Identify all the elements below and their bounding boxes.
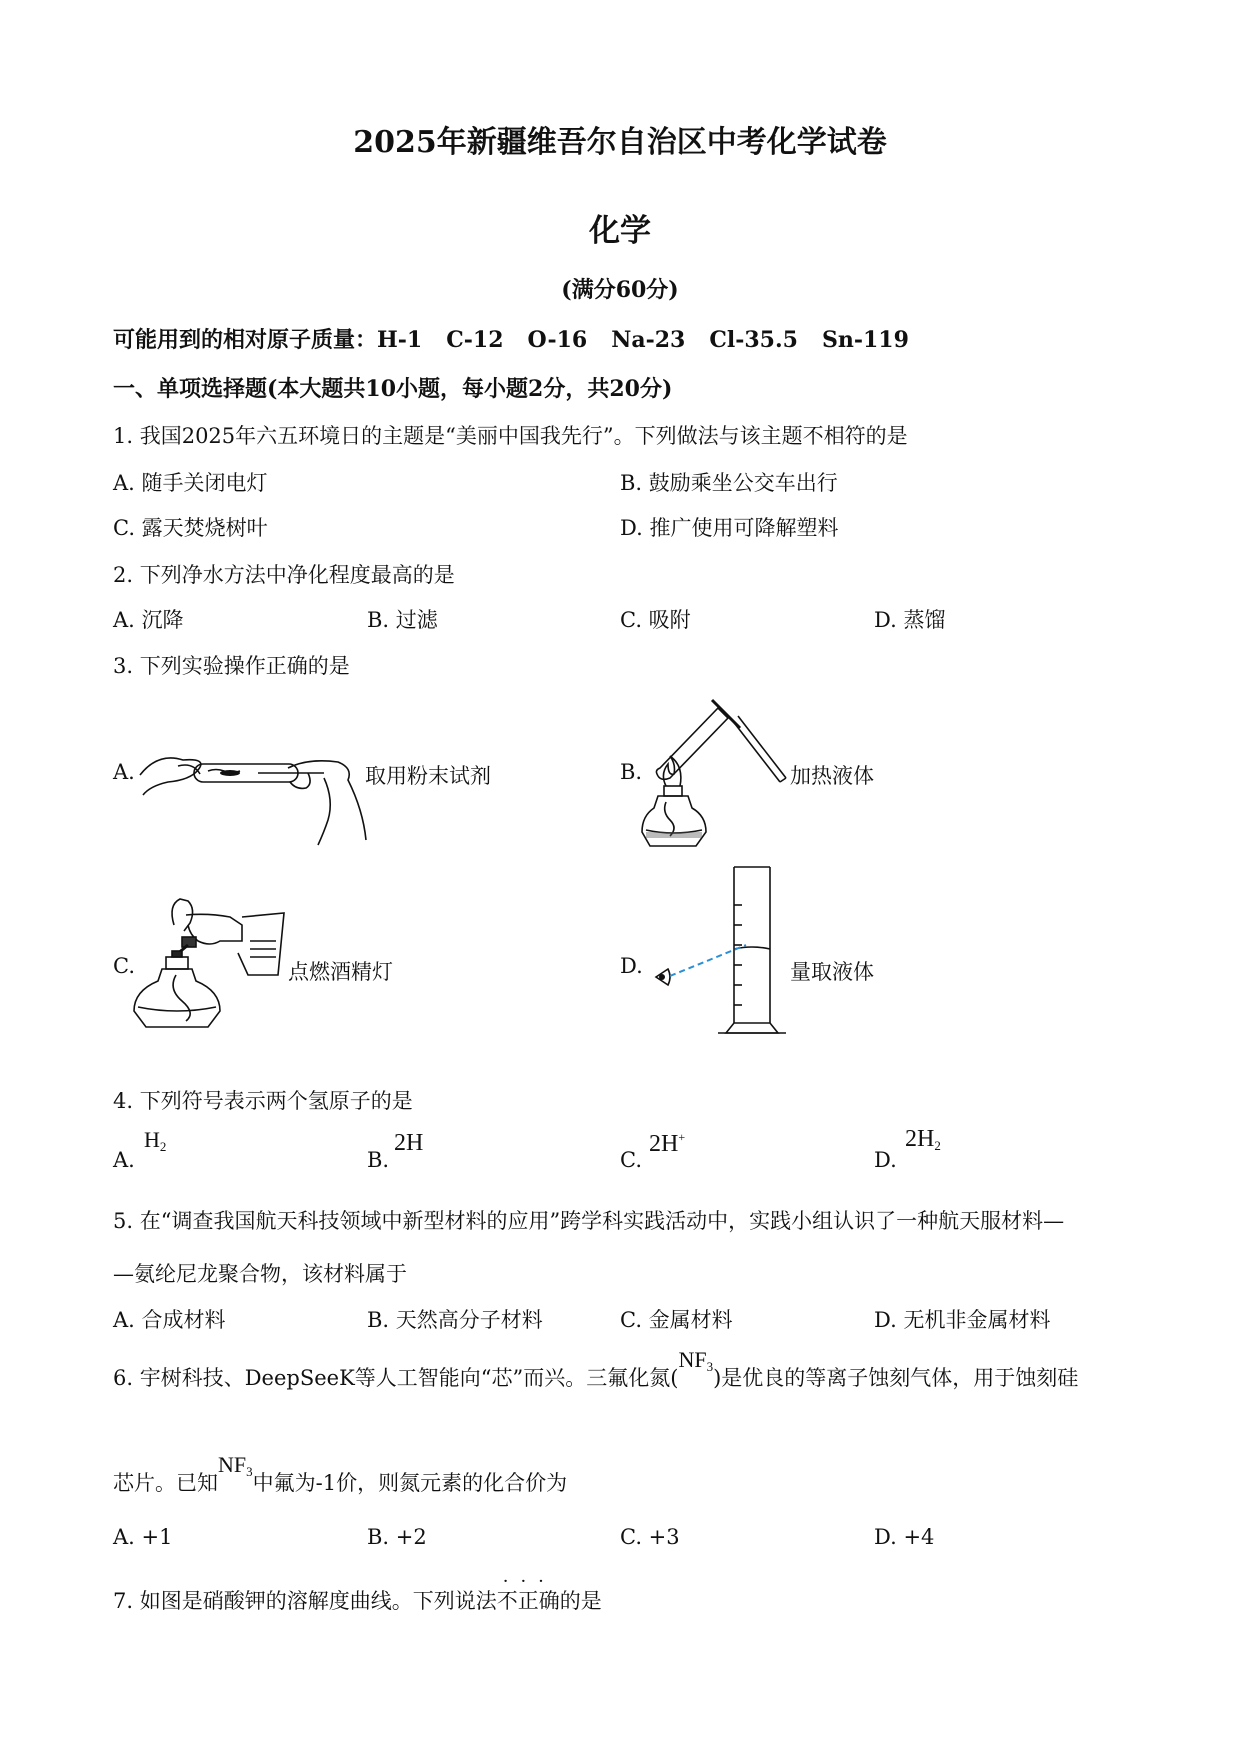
q6-line2-part2: 中氟为-1价，则氮元素的化合价为 xyxy=(252,1471,568,1495)
q7-stem-part2: 的是 xyxy=(559,1589,602,1613)
atomic-mass-label: 可能用到的相对原子质量： xyxy=(113,327,378,353)
q6-option-a: A. +1 xyxy=(113,1525,173,1549)
subject-title: 化学 xyxy=(589,213,651,249)
q6-line2 xyxy=(113,1452,568,1498)
q3-option-a-caption: 取用粉末试剂 xyxy=(365,764,491,788)
q1-option-d: D. 推广使用可降解塑料 xyxy=(620,516,839,540)
q1-option-a: A. 随手关闭电灯 xyxy=(113,471,268,495)
q2-stem: 2. 下列净水方法中净化程度最高的是 xyxy=(113,563,455,587)
q6-line1-part2: )是优良的等离子蚀刻气体，用于蚀刻硅 xyxy=(713,1366,1079,1390)
q2-option-c: C. 吸附 xyxy=(620,608,691,632)
q6-option-d: D. +4 xyxy=(874,1525,935,1549)
atomic-mass-c: C-12 xyxy=(446,327,504,353)
q1-option-b: B. 鼓励乘坐公交车出行 xyxy=(620,471,838,495)
q3-option-c-caption: 点燃酒精灯 xyxy=(288,960,393,984)
q6-formula-nf3-2: $NF_3$ xyxy=(218,1452,253,1479)
q5-option-c: C. 金属材料 xyxy=(620,1308,733,1332)
q6-line2-part1: 芯片。已知 xyxy=(113,1471,218,1495)
q5-option-d: D. 无机非金属材料 xyxy=(874,1308,1051,1332)
q3-option-a-letter: A. xyxy=(113,760,135,784)
q1-option-c: C. 露天焚烧树叶 xyxy=(113,516,268,540)
q4-option-c-formula: 2H+ xyxy=(649,1130,686,1157)
q4-option-b-formula: 2H xyxy=(394,1130,424,1156)
atomic-mass-h: H-1 xyxy=(377,327,423,353)
atomic-mass-sn: Sn-119 xyxy=(821,327,909,353)
measuring-cylinder-figure xyxy=(650,865,790,1035)
q2-option-d: D. 蒸馏 xyxy=(874,608,946,632)
heating-liquid-figure xyxy=(640,690,790,855)
q4-option-d-formula: $2H_2$ xyxy=(905,1126,941,1153)
q5-stem-line2: —氨纶尼龙聚合物，该材料属于 xyxy=(113,1262,407,1286)
q7-stem-emphasis: ··· 不正确 xyxy=(496,1571,560,1613)
q5-option-b: B. 天然高分子材料 xyxy=(367,1308,543,1332)
powder-sampling-figure xyxy=(138,740,368,850)
atomic-mass-cl: Cl-35.5 xyxy=(709,327,798,353)
q4-stem: 4. 下列符号表示两个氢原子的是 xyxy=(113,1089,413,1113)
q5-stem-line1: 5. 在“调查我国航天科技领域中新型材料的应用”跨学科实践活动中，实践小组认识了一种航天服材料— xyxy=(113,1209,1065,1233)
atomic-mass-o: O-16 xyxy=(527,327,588,353)
q2-option-a: A. 沉降 xyxy=(113,608,184,632)
atomic-mass-na: Na-23 xyxy=(611,327,686,353)
full-score: (满分60分) xyxy=(561,277,679,303)
q3-option-b-caption: 加热液体 xyxy=(790,764,874,788)
q6-option-c: C. +3 xyxy=(620,1525,680,1549)
exam-title: 2025年新疆维吾尔自治区中考化学试卷 xyxy=(353,125,887,160)
q2-option-b: B. 过滤 xyxy=(367,608,438,632)
q4-option-d-letter: D. xyxy=(874,1148,897,1172)
q4-option-a-letter: A. xyxy=(113,1148,135,1172)
q3-option-b-letter: B. xyxy=(620,760,643,784)
q4-option-b-letter: B. xyxy=(367,1148,390,1172)
q4-option-c-letter: C. xyxy=(620,1148,642,1172)
atomic-mass-line xyxy=(113,323,909,354)
q3-stem: 3. 下列实验操作正确的是 xyxy=(113,654,350,678)
q6-option-b: B. +2 xyxy=(367,1525,427,1549)
q1-stem: 1. 我国2025年六五环境日的主题是“美丽中国我先行”。下列做法与该主题不相符的是 xyxy=(113,424,908,448)
q7-stem-part1: 7. 如图是硝酸钾的溶解度曲线。下列说法 xyxy=(113,1589,497,1613)
q6-formula-nf3: $NF_3$ xyxy=(678,1347,714,1374)
q3-option-c-letter: C. xyxy=(113,954,135,978)
q5-option-a: A. 合成材料 xyxy=(113,1308,226,1332)
q6-line1-part1: 6. 宇树科技、DeepSeeK等人工智能向“芯”而兴。三氟化氮( xyxy=(113,1366,679,1390)
q7-stem xyxy=(113,1571,602,1615)
emphasis-dots: ··· xyxy=(502,1571,556,1592)
q4-option-a-formula: $H_2$ xyxy=(144,1127,167,1154)
lighting-alcohol-lamp-figure xyxy=(138,895,288,1040)
q3-option-d-letter: D. xyxy=(620,954,643,978)
q6-line1 xyxy=(113,1347,1079,1393)
section-heading: 一、单项选择题(本大题共10小题，每小题2分，共20分) xyxy=(113,376,673,402)
q3-option-d-caption: 量取液体 xyxy=(790,960,874,984)
